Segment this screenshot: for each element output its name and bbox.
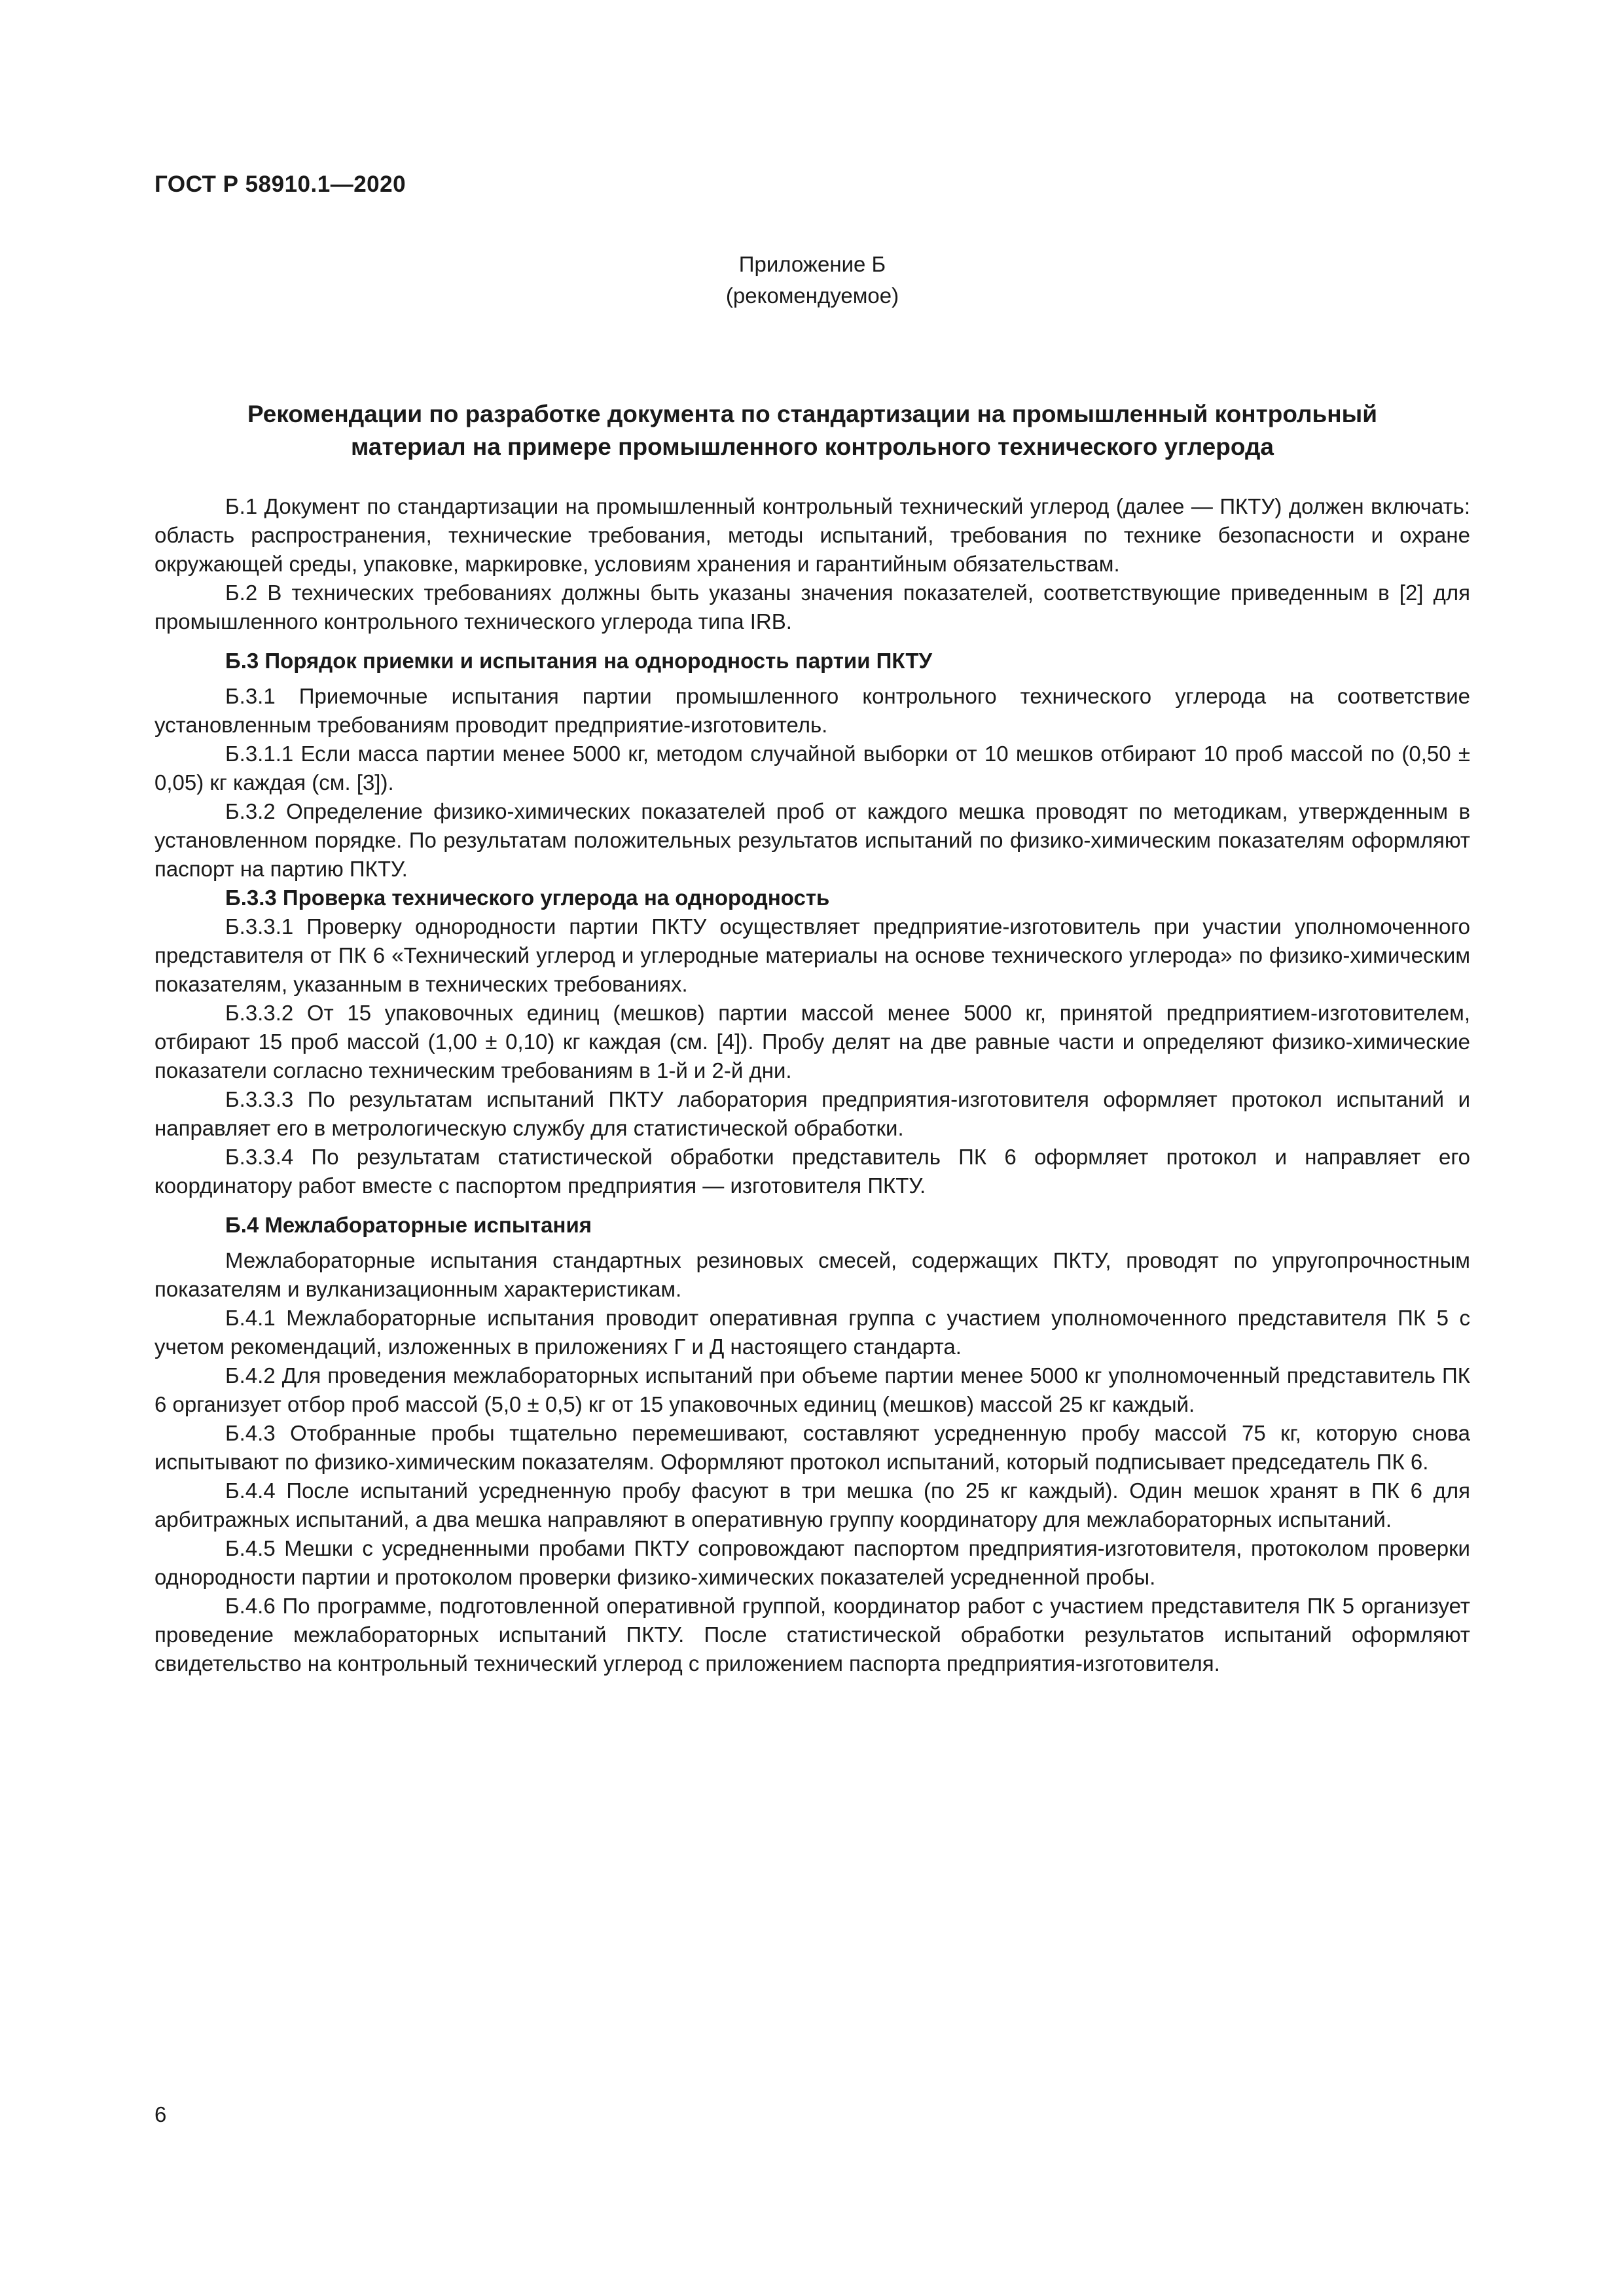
page-number: 6 [154, 2102, 167, 2126]
document-body [154, 492, 1470, 1678]
paragraph-b4-3: Б.4.3 Отобранные пробы тщательно перемешивают, составляют усредненную пробу массой 75 кг, которую снова испытывают по физико-химическим показателям. Оформляют протокол испытаний, который подписывает председатель ПК 6. [154, 1421, 1470, 1474]
paragraph-b3-1: Б.3.1 Приемочные испытания партии промышленного контрольного технического углерода на соответствие установленным требованиям проводит предприятие-изготовитель. [154, 684, 1470, 737]
paragraph-b1: Б.1 Документ по стандартизации на промышленный контрольный технический углерод (далее — ПКТУ) должен включать: область распространения, технические требования, методы испытаний, требования по технике безопасности и охране окружающей среды, упаковке, маркировке, условиям хранения и гарантийным обязательствам. [154, 494, 1470, 576]
appendix-label: Приложение Б [738, 252, 886, 276]
paragraph-b3-2: Б.3.2 Определение физико-химических показателей проб от каждого мешка проводят по методикам, утвержденным в установленном порядке. По результатам положительных результатов испытаний по физико-химическим показателям оформляют паспорт на партию ПКТУ. [154, 799, 1470, 881]
paragraph-b4-6: Б.4.6 По программе, подготовленной оперативной группой, координатор работ с участием представителя ПК 5 организует проведение межлабораторных испытаний ПКТУ. После статистической обработки результатов испытаний оформляют свидетельство на контрольный технический углерод с приложением паспорта предприятия-изготовителя. [154, 1594, 1470, 1676]
paragraph-b3-3-3: Б.3.3.3 По результатам испытаний ПКТУ лаборатория предприятия-изготовителя оформляет протокол испытаний и направляет его в метрологическую службу для статистической обработки. [154, 1087, 1470, 1140]
paragraph-b4-intro: Межлабораторные испытания стандартных резиновых смесей, содержащих ПКТУ, проводят по упругопрочностным показателям и вулканизационным характеристикам. [154, 1248, 1470, 1301]
paragraph-b4-5: Б.4.5 Мешки с усредненными пробами ПКТУ сопровождают паспортом предприятия-изготовителя, протоколом проверки однородности партии и протоколом проверки физико-химических показателей усредненной пробы. [154, 1536, 1470, 1589]
paragraph-b4-4: Б.4.4 После испытаний усредненную пробу фасуют в три мешка (по 25 кг каждый). Один мешок хранят в ПК 6 для арбитражных испытаний, а два мешка направляют в оперативную группу координатору для межлабораторных испытаний. [154, 1479, 1470, 1532]
appendix-title-line-1: Рекомендации по разработке документа по стандартизации на промышленный контрольный [247, 401, 1377, 427]
paragraph-b3-1-1: Б.3.1.1 Если масса партии менее 5000 кг, методом случайной выборки от 10 мешков отбирают 10 проб массой по (0,50 ± 0,05) кг каждая (см. [3]). [154, 742, 1470, 795]
section-heading-b4: Б.4 Межлабораторные испытания [225, 1213, 592, 1237]
appendix-heading [154, 249, 1470, 312]
paragraph-b2: Б.2 В технических требованиях должны быть указаны значения показателей, соответствующие приведенным в [2] для промышленного контрольного технического углерода типа IRB. [154, 581, 1470, 634]
appendix-title [154, 398, 1470, 463]
document-code: ГОСТ Р 58910.1—2020 [154, 171, 406, 197]
paragraph-b4-1: Б.4.1 Межлабораторные испытания проводит оперативная группа с участием уполномоченного представителя ПК 5 с учетом рекомендаций, изложенных в приложениях Г и Д настоящего стандарта. [154, 1306, 1470, 1359]
paragraph-b3-3-4: Б.3.3.4 По результатам статистической обработки представитель ПК 6 оформляет протокол и направляет его координатору работ вместе с паспортом предприятия — изготовителя ПКТУ. [154, 1145, 1470, 1198]
paragraph-b3-3-2: Б.3.3.2 От 15 упаковочных единиц (мешков) партии массой менее 5000 кг, принятой предприятием-изготовителем, отбирают 15 проб массой (1,00 ± 0,10) кг каждая (см. [4]). Пробу делят на две равные части и определяют физико-химические показатели согласно техническим требованиям в 1-й и 2-й дни. [154, 1001, 1470, 1083]
section-heading-b3-3: Б.3.3 Проверка технического углерода на однородность [225, 886, 830, 910]
appendix-status: (рекомендуемое) [725, 283, 899, 308]
paragraph-b3-3-1: Б.3.3.1 Проверку однородности партии ПКТУ осуществляет предприятие-изготовитель при участии уполномоченного представителя от ПК 6 «Технический углерод и углеродные материалы на основе технического углерода» по физико-химическим показателям, указанным в технических требованиях. [154, 914, 1470, 996]
section-heading-b3: Б.3 Порядок приемки и испытания на однородность партии ПКТУ [225, 649, 933, 673]
paragraph-b4-2: Б.4.2 Для проведения межлабораторных испытаний при объеме партии менее 5000 кг уполномоченный представитель ПК 6 организует отбор проб массой (5,0 ± 0,5) кг от 15 упаковочных единиц (мешков) массой 25 кг каждый. [154, 1363, 1470, 1416]
appendix-title-line-2: материал на примере промышленного контрольного технического углерода [350, 433, 1274, 460]
